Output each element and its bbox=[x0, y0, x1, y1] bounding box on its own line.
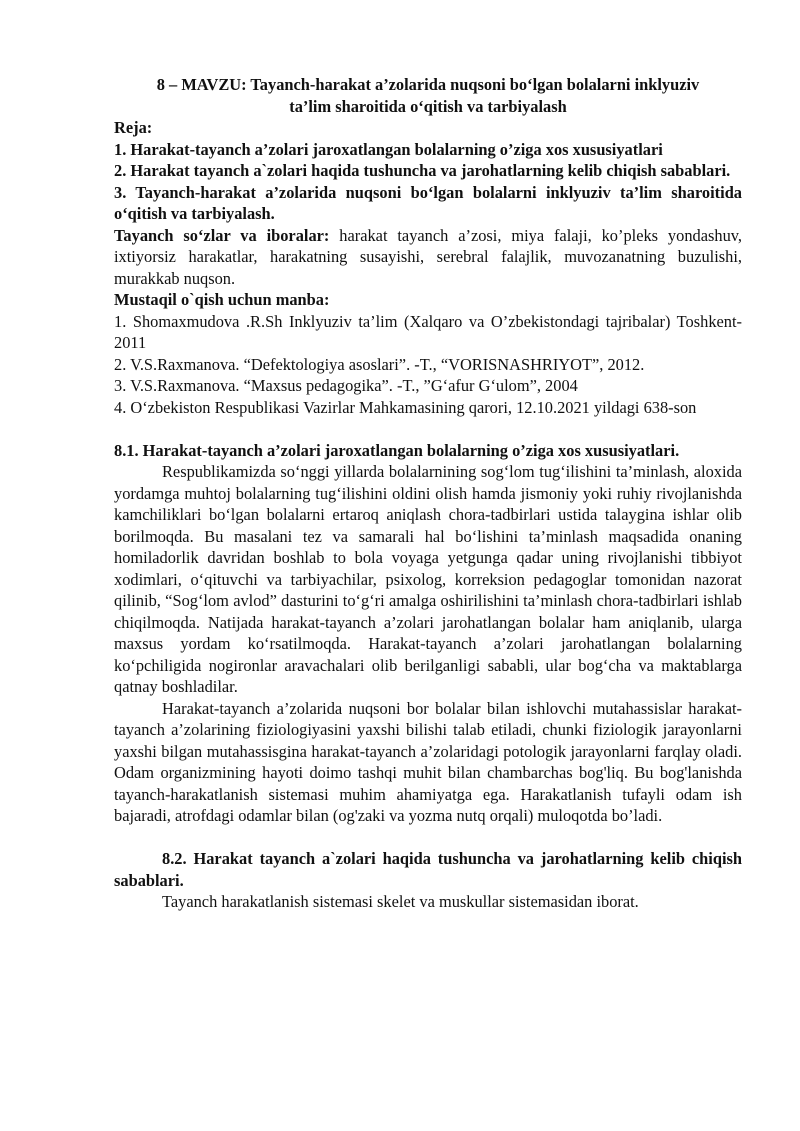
spacer bbox=[114, 827, 742, 849]
topic-title bbox=[114, 74, 742, 117]
keywords-paragraph bbox=[114, 225, 742, 290]
spacer bbox=[114, 418, 742, 440]
topic-title-line1: 8 – MAVZU: Tayanch-harakat a’zolarida nuqsoni bo‘lgan bolalarni inklyuziv bbox=[156, 75, 700, 94]
source-item: 4. O‘zbekiston Respublikasi Vazirlar Mahkamasining qarori, 12.10.2021 yildagi 638-son bbox=[114, 397, 697, 417]
source-item: 2. V.S.Raxmanova. “Defektologiya asoslari”. -T., “VORISNASHRIYOT”, 2012. bbox=[114, 354, 645, 374]
body-paragraph: Respublikamizda so‘nggi yillarda bolalarnining sog‘lom tug‘ilishini ta’minlash, aloxida yordamga muhtoj bolalarning tug‘ilishini oldini olish hamda jismoniy yoki ruhiy rivojlanishda kamchiliklari bo‘lgan bolalarni ertaroq aniqlash chora-tadbirlari ustida talaygina ishlar olib borilmoqda. Bu masalani tez va samarali hal bo‘lishini ta’minlash maqsadida onaning homiladorlik davridan boshlab to bola voyaga yetgunga qadar uning rivojlanishi tibbiyot xodimlari, o‘qituvchi va tarbiyachilar, psixolog, korreksion pedagoglar tomonidan nazorat qilinib, “Sog‘lom avlod” dasturini to‘g‘ri amalga oshirilishini ta’minlash chora-tadbirlari ishlab chiqilmoqda. Natijada harakat-tayanch a’zolari jarohatlangan bolalar ham aniqlanib, ularga maxsus yordam ko‘rsatilmoqda. Harakat-tayanch a’zolari jarohatlangan bolalarning ko‘pchiligida nogironlar aravachalari olib berilganligi sababli, ular bog‘cha va maktablarga qatnay boshladilar. bbox=[114, 462, 742, 696]
section-heading: 8.1. Harakat-tayanch a’zolari jaroxatlangan bolalarning o’ziga xos xususiyatlari. bbox=[114, 440, 680, 460]
keywords-text: harakat tayanch a’zosi, miya falaji, ko’pleks yondashuv, ixtiyorsiz harakatlar, harakatning susayishi, serebral falajlik, muvozanatning buzulishi, murakkab nuqson. bbox=[114, 225, 742, 288]
document-page bbox=[114, 74, 742, 913]
plan-item: 3. Tayanch-harakat a’zolarida nuqsoni bo‘lgan bolalarni inklyuziv ta’lim sharoitida o‘qitish va tarbiyalash. bbox=[114, 182, 742, 223]
plan-heading: Reja: bbox=[114, 118, 153, 137]
body-paragraph: Harakat-tayanch a’zolarida nuqsoni bor bolalar bilan ishlovchi mutahassislar harakat-tayanch a’zolarining fiziologiyasini yaxshi bilishi talab etiladi, chunki fiziologik jarayonlarni yaxshi bilgan mutahassisgina harakat-tayanch a’zolaridagi potologik jarayonlarni farqlay oladi. Odam organizmining hayoti doimo tashqi muhit bilan chambarchas bog'liq. Bu bog'lanishda tayanch-harakatlanish sistemasi muhim ahamiyatga ega. Harakatlanish tufayli odam ish bajaradi, atrofdagi odamlar bilan (og'zaki va yozma nutq orqali) muloqotda bo’ladi. bbox=[114, 698, 742, 825]
plan-item: 1. Harakat-tayanch a’zolari jaroxatlangan bolalarning o’ziga xos xususiyatlari bbox=[114, 139, 663, 159]
plan-item: 2. Harakat tayanch a`zolari haqida tushuncha va jarohatlarning kelib chiqish sabablari. bbox=[114, 161, 731, 180]
keywords-label: Tayanch so‘zlar va iboralar: bbox=[114, 225, 330, 245]
source-item: 1. Shomaxmudova .R.Sh Inklyuziv ta’lim (Xalqaro va O’zbekistondagi tajribalar) Toshkent-2011 bbox=[114, 311, 742, 352]
sources-heading: Mustaqil o`qish uchun manba: bbox=[114, 290, 330, 309]
section-heading: 8.2. Harakat tayanch a`zolari haqida tushuncha va jarohatlarning kelib chiqish sabablari. bbox=[114, 849, 742, 890]
body-paragraph: Tayanch harakatlanish sistemasi skelet va muskullar sistemasidan iborat. bbox=[162, 892, 639, 911]
source-item: 3. V.S.Raxmanova. “Maxsus pedagogika”. -T., ”G‘afur G‘ulom”, 2004 bbox=[114, 376, 578, 395]
topic-title-line2: ta’lim sharoitida o‘qitish va tarbiyalash bbox=[289, 96, 567, 116]
